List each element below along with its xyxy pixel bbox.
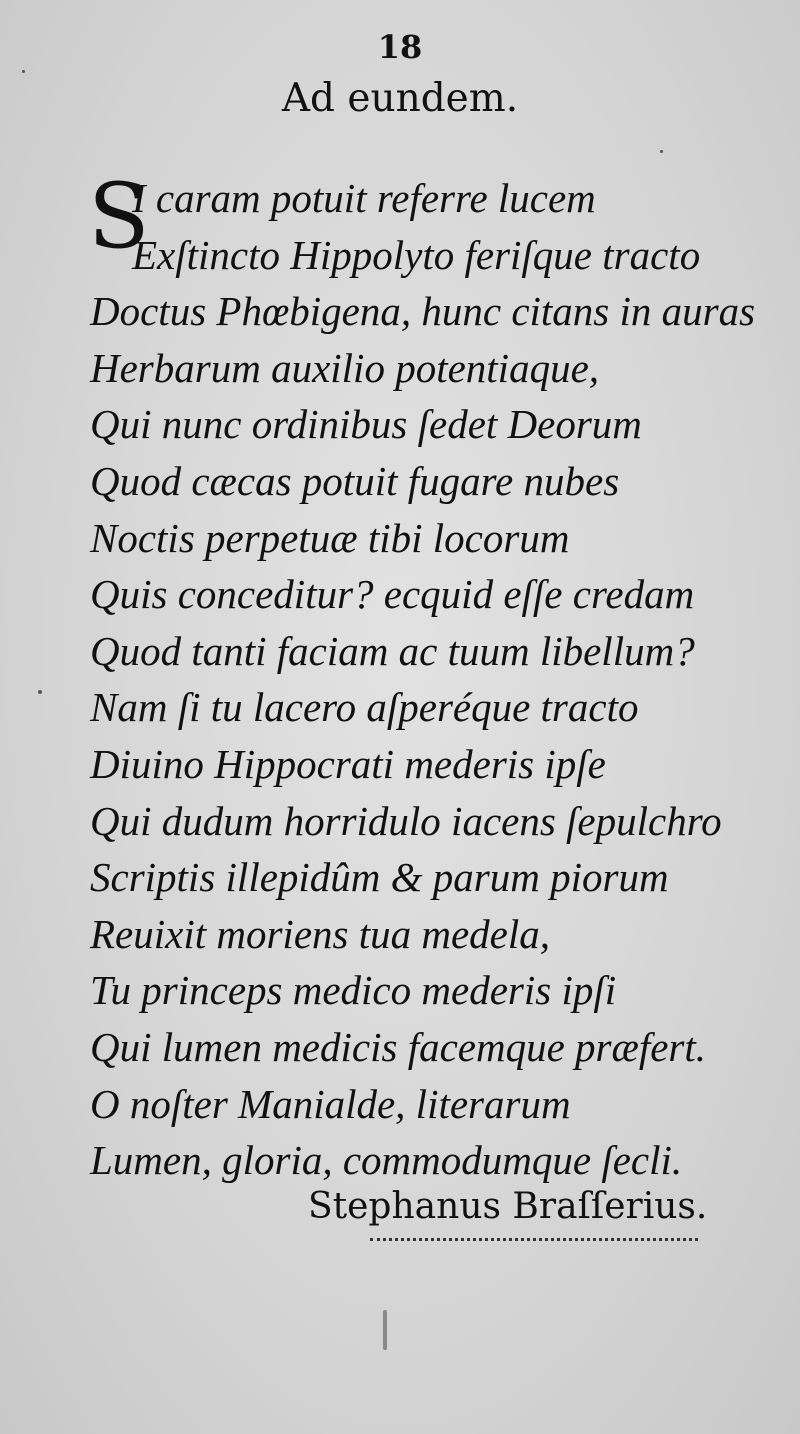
poem-line: O noſter Manialde, literarum xyxy=(90,1080,571,1127)
poem-body xyxy=(88,164,770,1189)
ink-speck xyxy=(660,150,663,153)
decorative-rule xyxy=(370,1238,698,1245)
drop-cap: S xyxy=(88,164,150,269)
poem-line: Doctus Phœbigena, hunc citans in auras xyxy=(90,288,756,335)
poem-line: Qui nunc ordinibus ſedet Deorum xyxy=(90,401,642,448)
poem-line: Scriptis illepidûm & parum piorum xyxy=(90,854,669,901)
poem-line: Qui dudum horridulo iacens ſepulchro xyxy=(90,797,722,844)
poem-line: Noctis perpetuæ tibi locorum xyxy=(90,514,570,561)
poem-line: Exſtincto Hippolyto feriſque tracto xyxy=(132,231,701,278)
ink-speck xyxy=(38,690,42,694)
page-number: 18 xyxy=(377,28,423,66)
poem-line: Tu princeps medico mederis ipſi xyxy=(90,967,617,1014)
poem-line: Quis conceditur? ecquid eſſe credam xyxy=(90,571,695,618)
poem-line: Quod tanti faciam ac tuum libellum? xyxy=(90,627,695,674)
poem-line: I caram potuit referre lucem xyxy=(132,175,596,221)
ink-speck xyxy=(22,70,25,73)
poem-title: Ad eundem. xyxy=(281,76,519,121)
poem-line: Diuino Hippocrati mederis ipſe xyxy=(90,740,606,787)
author-signature: Stephanus Braſſerius. xyxy=(308,1186,708,1227)
ink-speck xyxy=(383,1310,387,1350)
poem-line: Nam ſi tu lacero aſperéque tracto xyxy=(90,684,639,731)
poem-line: Herbarum auxilio potentiaque, xyxy=(90,344,600,391)
poem-line: Qui lumen medicis facemque præfert. xyxy=(90,1023,707,1070)
poem-line: Quod cæcas potuit fugare nubes xyxy=(90,457,620,504)
poem-line: Lumen, gloria, commodumque ſecli. xyxy=(90,1137,683,1184)
poem-line: Reuixit moriens tua medela, xyxy=(90,910,551,957)
